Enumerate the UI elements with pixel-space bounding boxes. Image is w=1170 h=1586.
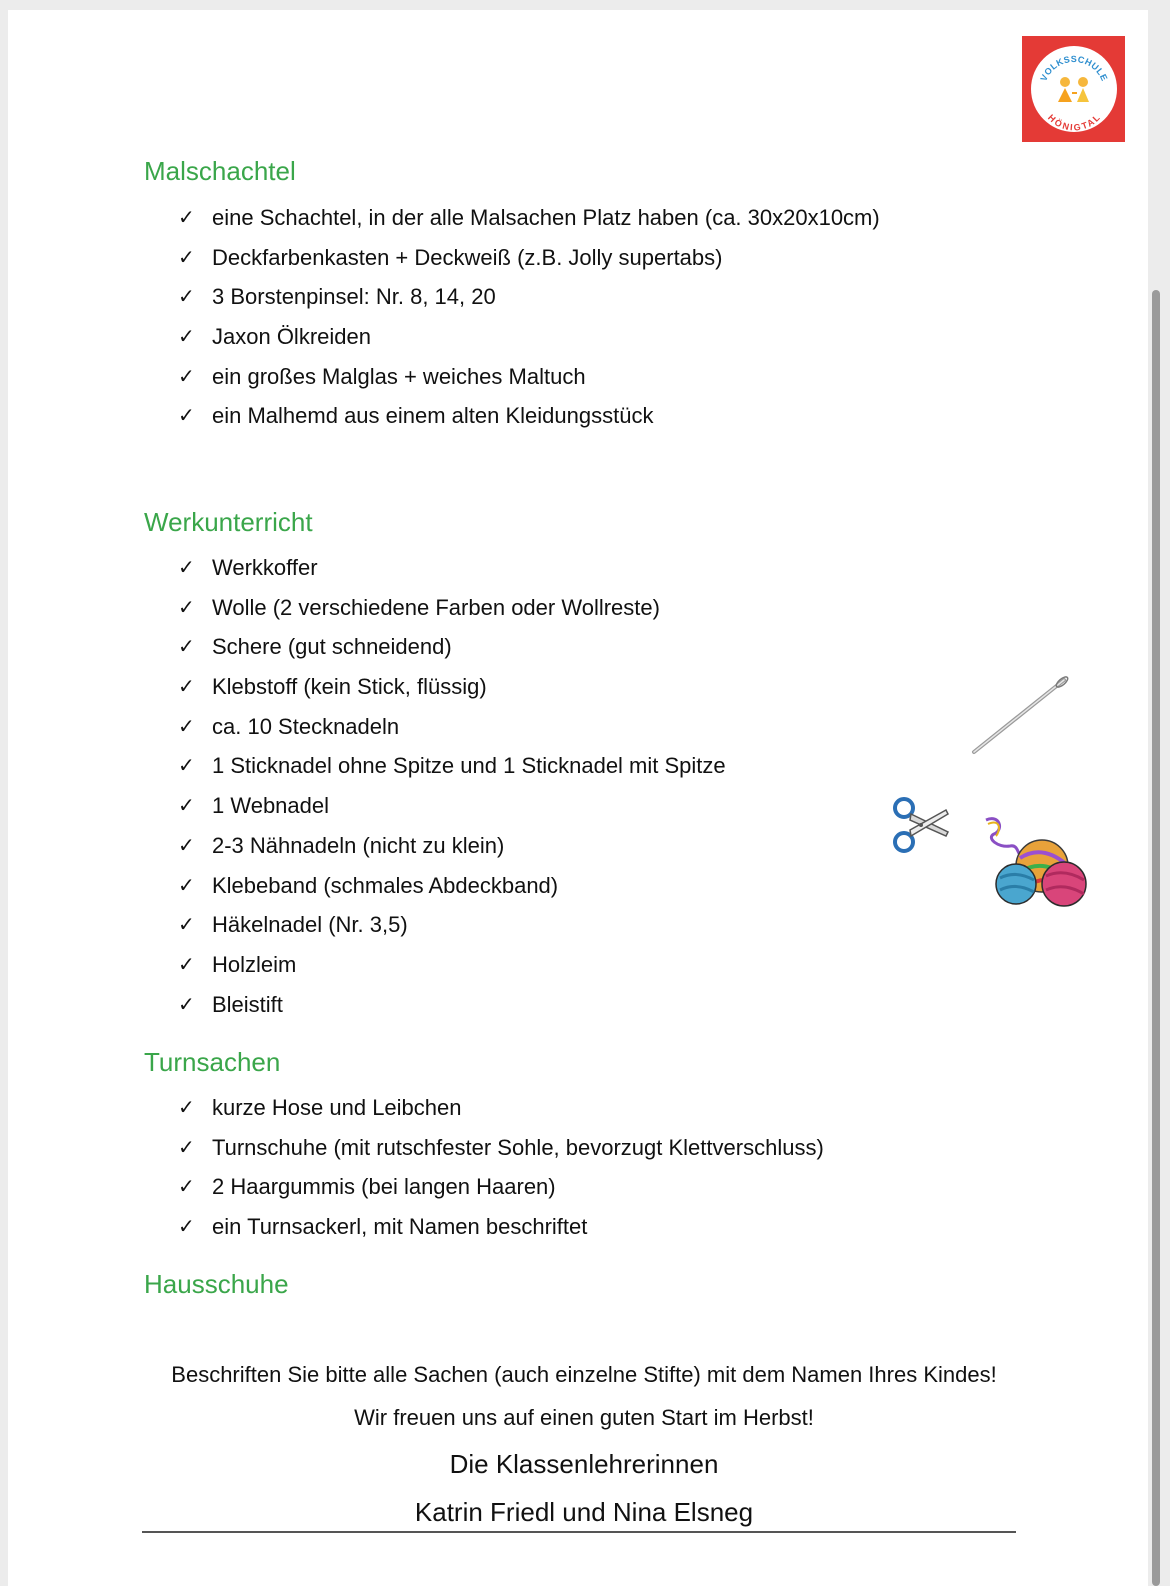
list-item: ✓ Häkelnadel (Nr. 3,5)	[176, 905, 726, 945]
check-icon: ✓	[178, 753, 195, 778]
list-item: ✓ Klebeband (schmales Abdeckband)	[176, 866, 726, 906]
list-item: ✓ Holzleim	[176, 945, 726, 985]
list-item: ✓ Deckfarbenkasten + Deckweiß (z.B. Jolly supertabs)	[176, 238, 880, 278]
section-title-hausschuhe: Hausschuhe	[144, 1269, 289, 1299]
list-item: ✓ Jaxon Ölkreiden	[176, 317, 880, 357]
closing-note: Beschriften Sie bitte alle Sachen (auch einzelne Stifte) mit dem Namen Ihres Kindes!	[171, 1362, 997, 1387]
signature-names: Katrin Friedl und Nina Elsneg	[414, 1497, 754, 1527]
check-icon: ✓	[178, 1095, 195, 1119]
check-icon: ✓	[178, 363, 195, 388]
list-item: ✓ Klebstoff (kein Stick, flüssig)	[176, 667, 726, 707]
list-item: ✓ ca. 10 Stecknadeln	[176, 707, 726, 747]
check-icon: ✓	[178, 244, 195, 269]
school-logo	[1022, 36, 1125, 142]
check-icon: ✓	[178, 205, 195, 229]
list-item: ✓ 2-3 Nähnadeln (nicht zu klein)	[176, 826, 726, 866]
check-icon: ✓	[178, 713, 195, 738]
check-icon: ✓	[178, 793, 195, 818]
list-item: ✓ 1 Webnadel	[176, 786, 726, 826]
list-item: ✓ kurze Hose und Leibchen	[176, 1088, 824, 1128]
check-icon: ✓	[178, 555, 195, 579]
check-icon: ✓	[178, 872, 195, 897]
list-item: ✓ Schere (gut schneidend)	[176, 627, 726, 667]
check-icon: ✓	[178, 1134, 195, 1159]
logo-top-text: VOLKSSCHULE	[1038, 53, 1110, 83]
list-werkunterricht	[176, 548, 726, 1024]
list-turnsachen	[176, 1088, 824, 1247]
list-item: ✓ ein Malhemd aus einem alten Kleidungsstück	[176, 396, 880, 436]
check-icon: ✓	[178, 674, 195, 699]
check-icon: ✓	[178, 403, 195, 428]
list-item: ✓ Werkkoffer	[176, 548, 726, 588]
list-item: ✓ ein großes Malglas + weiches Maltuch	[176, 357, 880, 397]
needle-icon	[968, 670, 1078, 760]
check-icon: ✓	[178, 1174, 195, 1199]
check-icon: ✓	[178, 1214, 195, 1239]
check-icon: ✓	[178, 634, 195, 659]
check-icon: ✓	[178, 324, 195, 349]
section-title-werkunterricht: Werkunterricht	[144, 507, 313, 537]
signature-title: Die Klassenlehrerinnen	[449, 1449, 719, 1479]
list-item: ✓ Wolle (2 verschiedene Farben oder Wollreste)	[176, 588, 726, 628]
list-item: ✓ Bleistift	[176, 985, 726, 1025]
check-icon: ✓	[178, 912, 195, 937]
list-malschachtel	[176, 198, 880, 436]
check-icon: ✓	[178, 284, 195, 309]
section-title-turnsachen: Turnsachen	[144, 1047, 281, 1077]
check-icon: ✓	[178, 832, 195, 857]
list-item: ✓ ein Turnsackerl, mit Namen beschriftet	[176, 1207, 824, 1247]
list-item: ✓ 1 Sticknadel ohne Spitze und 1 Sticknadel mit Spitze	[176, 746, 726, 786]
yarn-balls-icon	[980, 814, 1092, 910]
check-icon: ✓	[178, 951, 195, 976]
list-item: ✓ Turnschuhe (mit rutschfester Sohle, bevorzugt Klettverschluss)	[176, 1128, 824, 1168]
scrollbar[interactable]	[1152, 290, 1160, 1586]
signature-rule	[142, 1531, 1016, 1533]
section-title-malschachtel: Malschachtel	[144, 156, 296, 186]
list-item: ✓ eine Schachtel, in der alle Malsachen Platz haben (ca. 30x20x10cm)	[176, 198, 880, 238]
list-item: ✓ 2 Haargummis (bei langen Haaren)	[176, 1167, 824, 1207]
scissors-icon	[888, 792, 954, 858]
check-icon: ✓	[178, 991, 195, 1016]
logo-bottom-text: HÖNIGTAL	[1046, 112, 1103, 133]
list-item: ✓ 3 Borstenpinsel: Nr. 8, 14, 20	[176, 277, 880, 317]
check-icon: ✓	[178, 594, 195, 619]
closing-wish: Wir freuen uns auf einen guten Start im Herbst!	[354, 1405, 814, 1430]
